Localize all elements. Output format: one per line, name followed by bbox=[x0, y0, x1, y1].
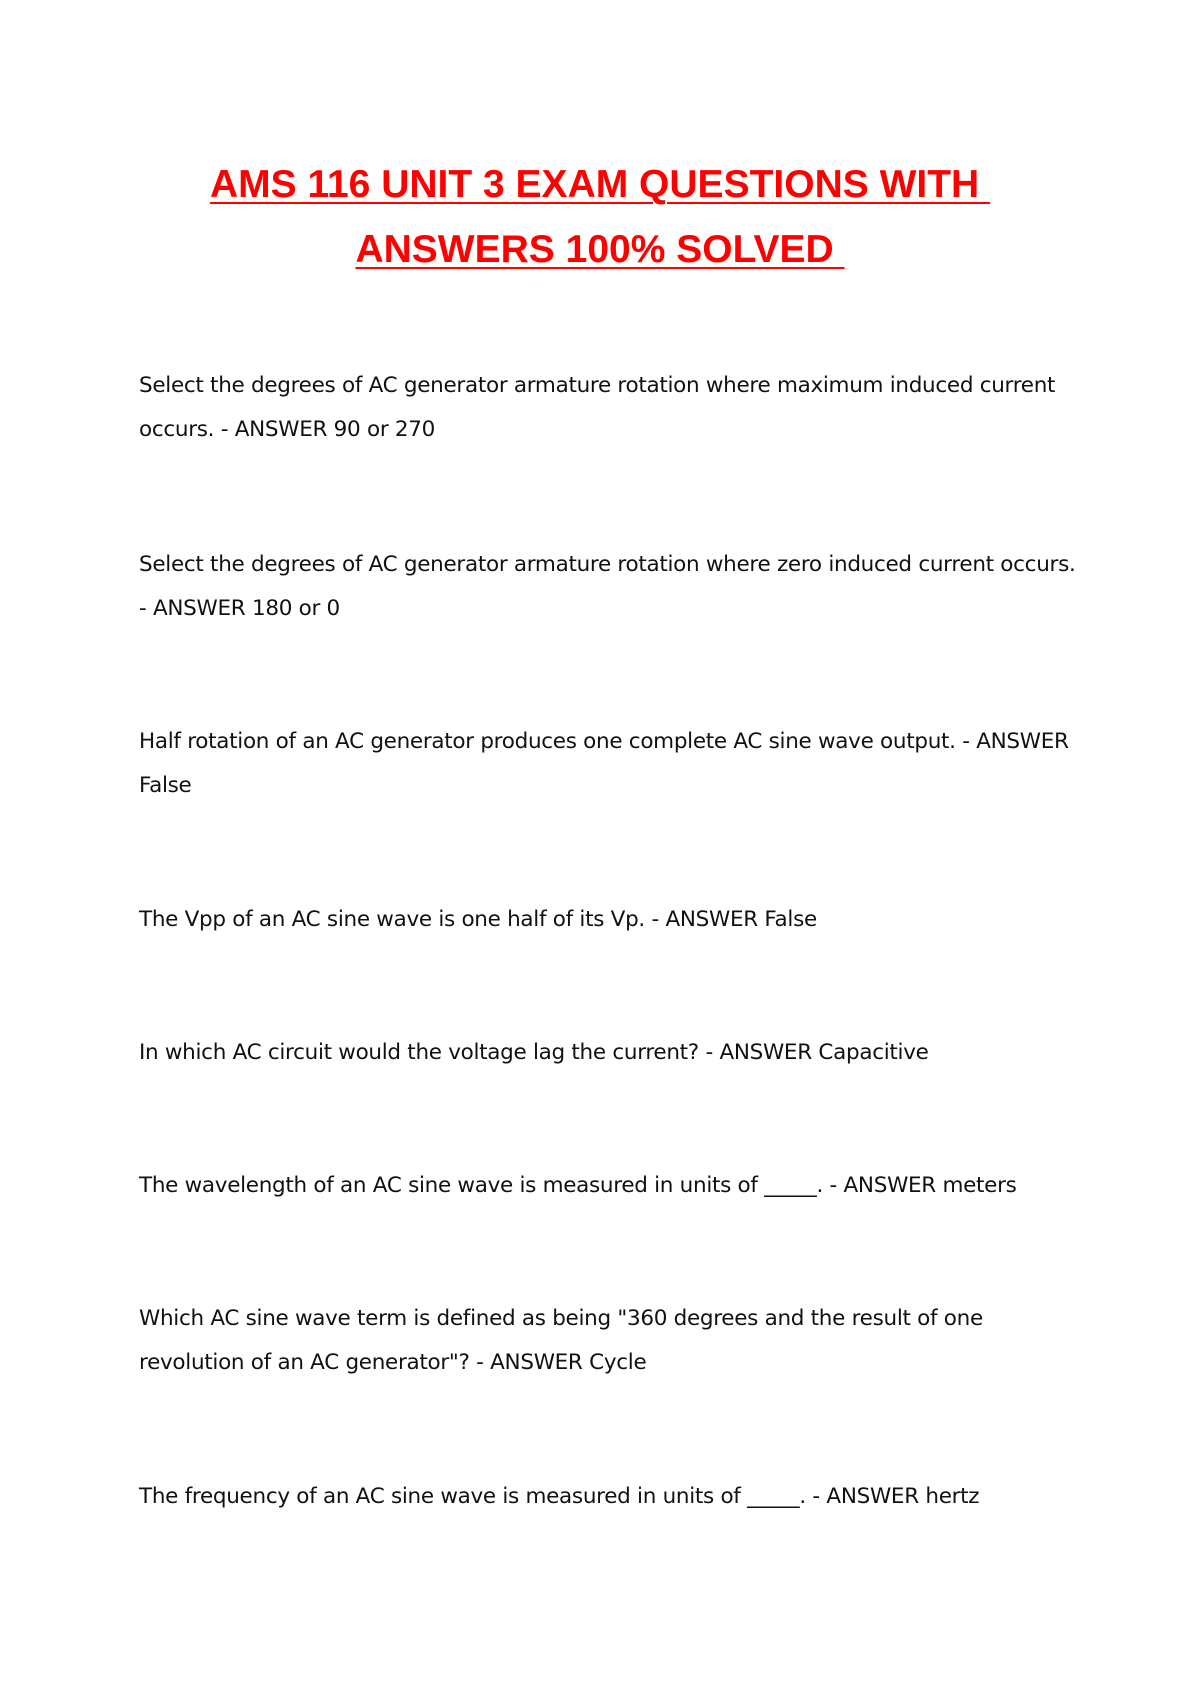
qa-item-6: The wavelength of an AC sine wave is measured in units of _____. - ANSWER meters bbox=[139, 1173, 1017, 1198]
qa-item-2: Select the degrees of AC generator armature rotation where zero induced current occurs. - ANSWER 180 or 0 bbox=[139, 552, 1076, 621]
qa-item-8: The frequency of an AC sine wave is measured in units of _____. - ANSWER hertz bbox=[139, 1484, 980, 1509]
qa-item-5: In which AC circuit would the voltage lag the current? - ANSWER Capacitive bbox=[139, 1040, 929, 1065]
title-line-1: AMS 116 UNIT 3 EXAM QUESTIONS WITH bbox=[209, 163, 991, 206]
qa-item-7: Which AC sine wave term is defined as being "360 degrees and the result of one revolution of an AC generator"? - ANSWER Cycle bbox=[139, 1306, 983, 1375]
qa-item-3: Half rotation of an AC generator produces one complete AC sine wave output. - ANSWER False bbox=[139, 729, 1069, 798]
title-line-2: ANSWERS 100% SOLVED bbox=[355, 228, 845, 271]
qa-item-4: The Vpp of an AC sine wave is one half of its Vp. - ANSWER False bbox=[139, 907, 817, 932]
qa-item-1: Select the degrees of AC generator armature rotation where maximum induced current occurs. - ANSWER 90 or 270 bbox=[139, 373, 1056, 442]
document-title bbox=[0, 152, 1200, 282]
